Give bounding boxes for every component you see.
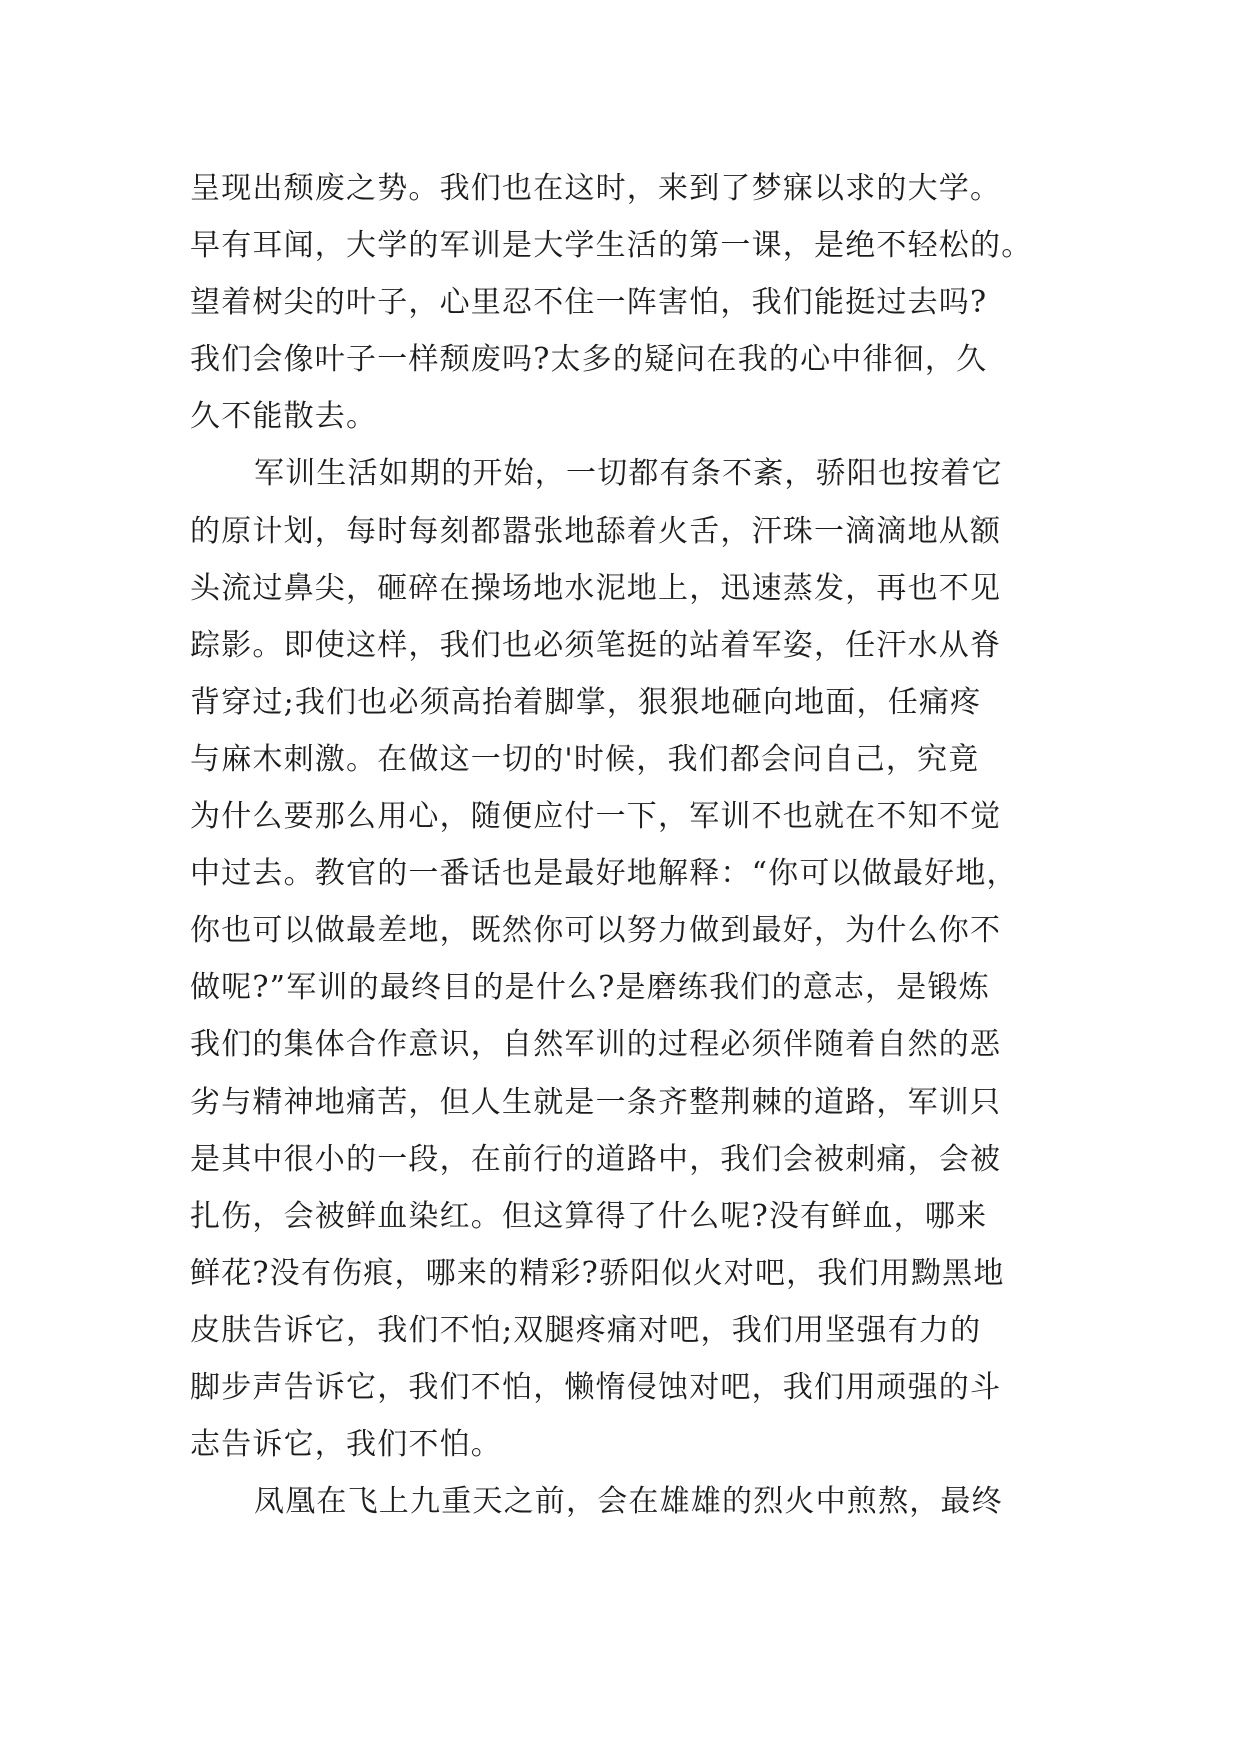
paragraph-start-line: 凤凰在飞上九重天之前，会在雄雄的烈火中煎熬，最终 bbox=[254, 1484, 1003, 1520]
text-line: 久不能散去。 bbox=[190, 399, 378, 435]
text-line: 是其中很小的一段，在前行的道路中，我们会被刺痛，会被 bbox=[190, 1141, 1002, 1177]
text-line: 志告诉它，我们不怕。 bbox=[190, 1427, 502, 1463]
text-line: 我们会像叶子一样颓废吗?太多的疑问在我的心中徘徊，久 bbox=[190, 342, 988, 378]
text-line: 踪影。即使这样，我们也必须笔挺的站着军姿，任汗水从脊 bbox=[190, 627, 1002, 663]
text-line: 脚步声告诉它，我们不怕，懒惰侵蚀对吧，我们用顽强的斗 bbox=[190, 1369, 1002, 1405]
text-line: 呈现出颓废之势。我们也在这时，来到了梦寐以求的大学。 bbox=[190, 171, 1002, 206]
text-line: 皮肤告诉它，我们不怕;双腿疼痛对吧，我们用坚强有力的 bbox=[190, 1312, 982, 1348]
text-line: 中过去。教官的一番话也是最好地解释：“你可以做最好地， bbox=[190, 856, 1018, 892]
text-line: 你也可以做最差地，既然你可以努力做到最好，为什么你不 bbox=[190, 913, 1002, 949]
text-line: 的原计划，每时每刻都嚣张地舔着火舌，汗珠一滴滴地从额 bbox=[190, 513, 1002, 549]
text-line: 与麻木刺激。在做这一切的'时候，我们都会问自己，究竟 bbox=[190, 741, 980, 777]
text-line: 鲜花?没有伤痕，哪来的精彩?骄阳似火对吧，我们用黝黑地 bbox=[190, 1255, 1005, 1291]
text-line: 早有耳闻，大学的军训是大学生活的第一课，是绝不轻松的。 bbox=[190, 228, 1033, 264]
document-body bbox=[190, 160, 1070, 1530]
paragraph-start-line: 军训生活如期的开始，一切都有条不紊，骄阳也按着它 bbox=[254, 456, 1003, 492]
text-line: 背穿过;我们也必须高抬着脚掌，狠狠地砸向地面，任痛疼 bbox=[190, 684, 982, 720]
text-line: 我们的集体合作意识，自然军训的过程必须伴随着自然的恶 bbox=[190, 1027, 1002, 1063]
text-line: 为什么要那么用心，随便应付一下，军训不也就在不知不觉 bbox=[190, 799, 1002, 835]
text-line: 望着树尖的叶子，心里忍不住一阵害怕，我们能挺过去吗? bbox=[190, 285, 988, 321]
text-line: 做呢?”军训的最终目的是什么?是磨练我们的意志，是锻炼 bbox=[190, 970, 990, 1006]
text-line: 劣与精神地痛苦，但人生就是一条齐整荆棘的道路，军训只 bbox=[190, 1084, 1002, 1120]
text-line: 扎伤，会被鲜血染红。但这算得了什么呢?没有鲜血，哪来 bbox=[190, 1198, 988, 1234]
text-line: 头流过鼻尖，砸碎在操场地水泥地上，迅速蒸发，再也不见 bbox=[190, 570, 1002, 606]
